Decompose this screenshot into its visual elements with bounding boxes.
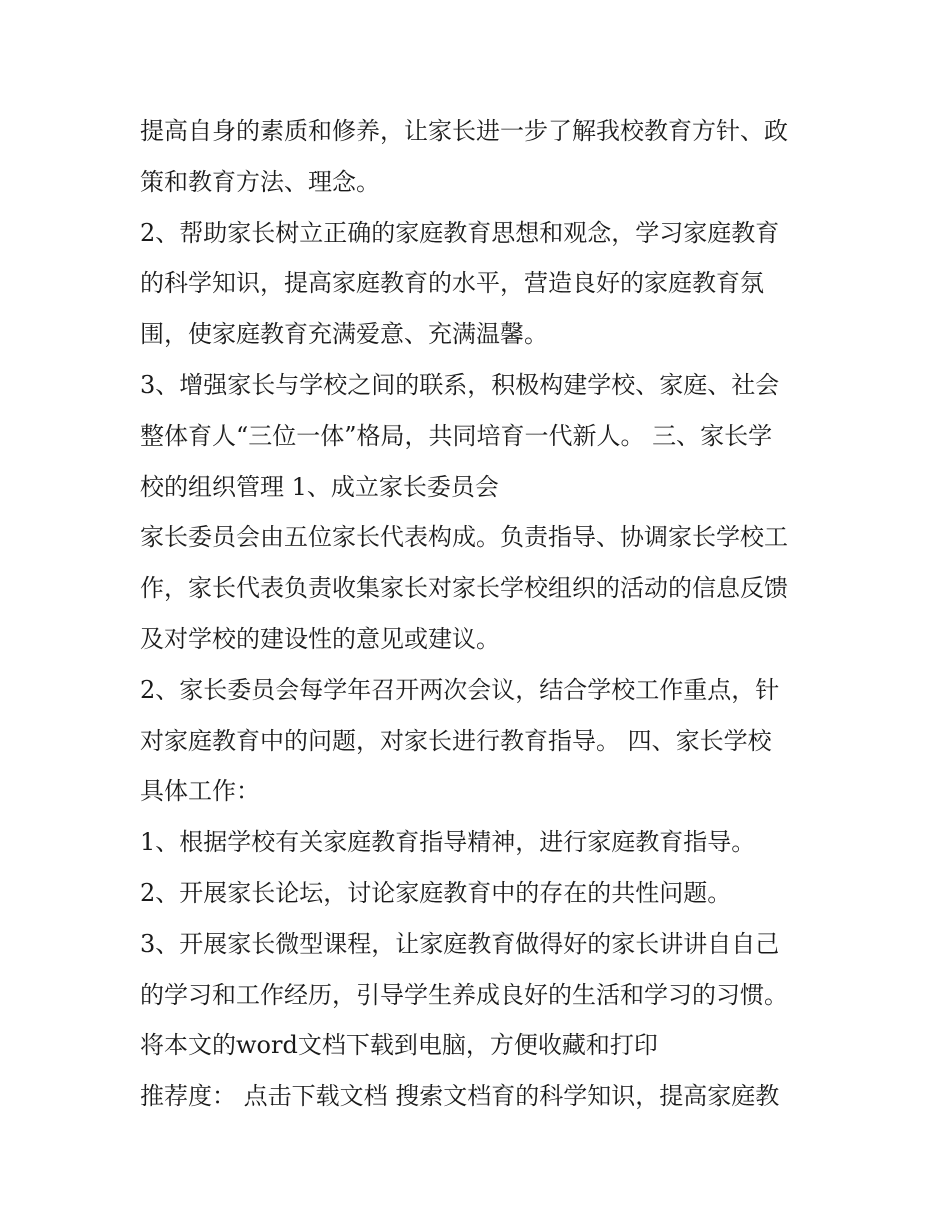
download-document-link[interactable]: 点击下载文档 bbox=[243, 1082, 388, 1111]
search-snippet: 育的科学知识，提高家庭教 bbox=[491, 1082, 780, 1111]
paragraph-line: 作，家长代表负责收集家长对家长学校组织的活动的信息反馈 bbox=[140, 574, 788, 603]
paragraph-line: 具体工作： bbox=[140, 777, 260, 806]
paragraph-line: 对家庭教育中的问题，对家长进行教育指导。 四、家长学校 bbox=[140, 726, 772, 755]
paragraph-line: 3、增强家长与学校之间的联系，积极构建学校、家庭、社会 bbox=[140, 370, 780, 399]
paragraph-line: 的科学知识，提高家庭教育的水平，营造良好的家庭教育氛 bbox=[140, 269, 764, 298]
document-footer bbox=[140, 1071, 820, 1122]
document-body bbox=[140, 106, 820, 1122]
paragraph-line: 校的组织管理 1、成立家长委员会 bbox=[140, 472, 499, 501]
recommend-label: 推荐度： bbox=[140, 1082, 236, 1111]
paragraph-line: 2、家长委员会每学年召开两次会议，结合学校工作重点，针 bbox=[140, 675, 780, 704]
paragraph-line: 整体育人“三位一体”格局，共同培育一代新人。 三、家长学 bbox=[140, 421, 773, 450]
paragraph-line: 围，使家庭教育充满爱意、充满温馨。 bbox=[140, 320, 548, 349]
paragraph-line: 策和教育方法、理念。 bbox=[140, 167, 380, 196]
search-document-link[interactable]: 搜索文档 bbox=[395, 1082, 492, 1111]
paragraph-line: 及对学校的建设性的意见或建议。 bbox=[140, 624, 500, 653]
paragraph-line: 2、开展家长论坛，讨论家庭教育中的存在的共性问题。 bbox=[140, 878, 732, 907]
paragraph-line: 家长委员会由五位家长代表构成。负责指导、协调家长学校工 bbox=[140, 523, 788, 552]
paragraph-line: 提高自身的素质和修养，让家长进一步了解我校教育方针、政 bbox=[140, 117, 788, 145]
paragraph-line: 的学习和工作经历，引导学生养成良好的生活和学习的习惯。 bbox=[140, 980, 788, 1009]
paragraph-line: 3、开展家长微型课程，让家庭教育做得好的家长讲讲自自己 bbox=[140, 929, 780, 958]
paragraph-line: 1、根据学校有关家庭教育指导精神，进行家庭教育指导。 bbox=[140, 828, 756, 857]
download-prompt: 将本文的word文档下载到电脑，方便收藏和打印 bbox=[140, 1031, 658, 1060]
paragraph-line: 2、帮助家长树立正确的家庭教育思想和观念，学习家庭教育 bbox=[140, 218, 780, 247]
